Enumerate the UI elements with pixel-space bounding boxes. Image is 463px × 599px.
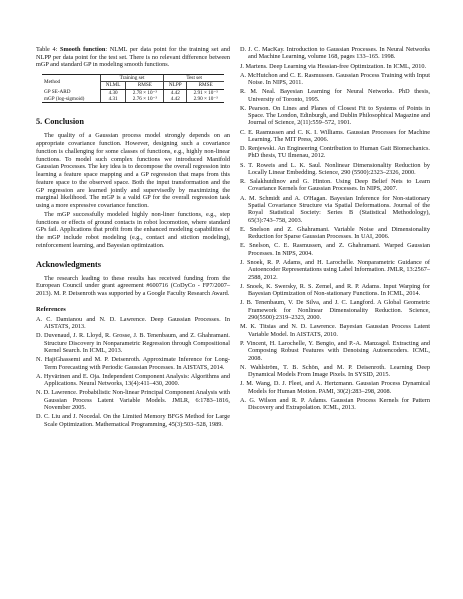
reference-item: E. Snelson and Z. Ghahramani. Variable Noise and Dimensionality Reduction for Sparse Gaussian Processes. In UAI, 2006. xyxy=(240,225,430,241)
reference-item: J. M. Wang, D. J. Fleet, and A. Hertzmann. Gaussian Process Dynamical Models for Human Motion. PAMI, 30(2):283–298, 2008. xyxy=(240,380,430,395)
right-column-references xyxy=(240,46,430,413)
training-set-header: Training set xyxy=(100,74,163,81)
caption-title: Smooth function xyxy=(59,46,106,53)
reference-item: N. Wahlström, T. B. Schön, and M. P. Deisenroth. Learning Deep Dynamical Models From Image Pixels. In SYSID, 2015. xyxy=(240,363,430,379)
reference-item: N. HajiGhassemi and M. P. Deisenroth. Approximate Inference for Long-Term Forecasting with Periodic Gaussian Processes. In AISTATS, 2014. xyxy=(36,356,230,371)
caption-text: : NLML per data point for the training set and NLPP per data point for the test set. There is no relevant difference between mGP and standard GP in modeling smooth functions. xyxy=(36,46,231,69)
reference-item: N. D. Lawrence. Probabilistic Non-linear Principal Component Analysis with Gaussian Process Latent Variable Models. JMLR, 6:1783–1816, November 2005. xyxy=(36,389,230,412)
reference-item: P. Vincent, H. Larochelle, Y. Bengio, and P.-A. Manzagol. Extracting and Composing Robust Features with Denoising Autoencoders. ICML, 2008. xyxy=(240,339,430,362)
reference-item: D. Renjewski. An Engineering Contribution to Human Gait Biomechanics. PhD thesis, TU Ilmenau, 2012. xyxy=(240,145,430,160)
conclusion-paragraph: The quality of a Gaussian process model strongly depends on an appropriate covariance function. However, designing such a covariance function is challenging for some classes of functions, e.g., highly non-linear functions. To model such complex functions we introduced Manifold Gaussian Processes. The key idea is to decompose the overall regression into learning a feature space mapping and a GP regression that maps from this feature space to the observed space. Both the input transformation and the GP regression are learned jointly and supervisedly by maximizing the marginal likelihood. The mGP is a valid GP for the overall regression task using a more expressive covariance function. xyxy=(36,132,230,210)
nlpp-header: NLPP xyxy=(164,82,187,89)
method-header: Method xyxy=(42,74,100,89)
acknowledgments-text: The research leading to these results has received funding from the European Council under grant agreement #600716 (CoDyCo - FP7/2007–2013). M. P. Deisenroth was supported by a Google Faculty Research Award. xyxy=(36,274,230,298)
conclusion-heading: 5. Conclusion xyxy=(36,117,84,127)
row-nlml: 4.31 xyxy=(100,96,126,103)
acknowledgments-heading: Acknowledgments xyxy=(36,259,101,269)
row-method: GP SE-ARD xyxy=(44,89,71,96)
reference-item: D. Duvenaud, J. R. Lloyd, R. Grosse, J. B. Tenenbaum, and Z. Ghahramani. Structure Discovery in Nonparametric Regression through Compositional Kernel Search. In ICML, 2013. xyxy=(36,332,230,355)
row-nlpp: 4.42 xyxy=(164,89,187,96)
test-set-header: Test set xyxy=(164,74,224,81)
table-row xyxy=(42,96,224,103)
reference-item: A. G. Wilson and R. P. Adams. Gaussian Process Kernels for Pattern Discovery and Extrapolation. ICML, 2013. xyxy=(240,396,430,412)
reference-item: R. Salakhutdinov and G. Hinton. Using Deep Belief Nets to Learn Covariance Kernels for Gaussian Processes. In NIPS, 2007. xyxy=(240,178,430,193)
smooth-function-table xyxy=(42,74,224,104)
nlml-header: NLML xyxy=(100,82,126,89)
reference-item: J. Snoek, R. P. Adams, and H. Larochelle. Nonparametric Guidance of Autoencoder Representations using Label Information. JMLR, 13:2567–2588, 2012. xyxy=(240,258,430,281)
reference-item: A. McHutchon and C. E. Rasmussen. Gaussian Process Training with Input Noise. In NIPS, 2011. xyxy=(240,71,430,86)
row-nlml: 4.30 xyxy=(100,89,126,96)
rmse-train-header: RMSE xyxy=(126,82,164,89)
reference-item: M. K. Titsias and N. D. Lawrence. Bayesian Gaussian Process Latent Variable Model. In AISTATS, 2010. xyxy=(240,323,430,338)
rmse-test-header: RMSE xyxy=(187,82,224,89)
row-rmse-train: 2.78 × 10⁻³ xyxy=(126,89,164,96)
row-rmse-test: 2.91 × 10⁻³ xyxy=(187,89,224,96)
reference-item: J. Snoek, K. Swersky, R. S. Zemel, and R. P. Adams. Input Warping for Bayesian Optimization of Non-stationary Functions. In ICML, 2014. xyxy=(240,282,430,298)
reference-item: S. T. Roweis and L. K. Saul. Nonlinear Dimensionality Reduction by Locally Linear Embedding. Science, 290 (5500):2323–2326, 2000. xyxy=(240,161,430,176)
conclusion-paragraph: The mGP successfully modeled highly non-liner functions, e.g., step functions or effects of ground contacts in robot locomotion, where standard GPs fail. Applications that profit from the enhanced modeling capabilities of the mGP include robot modeling (e.g., contact and stiction modeling), reinforcement learning, and Bayesian optimization. xyxy=(36,210,230,249)
reference-item: K. Pearson. On Lines and Planes of Closest Fit to Systems of Points in Space. The London, Edinburgh, and Dublin Philosophical Magazine and Journal of Science, 2(11):559–572, 1901. xyxy=(240,104,430,127)
reference-item: E. Snelson, C. E. Rasmussen, and Z. Ghahramani. Warped Gaussian Processes. In NIPS, 2004. xyxy=(240,242,430,257)
references-list-left xyxy=(36,316,230,428)
row-rmse-train: 2.76 × 10⁻³ xyxy=(126,96,164,103)
reference-item: J. B. Tenenbaum, V. De Silva, and J. C. Langford. A Global Geometric Framework for Nonlinear Dimensionality Reduction. Science, 290(5500):2319–2323, 2000. xyxy=(240,299,430,322)
caption-label: Table 4: xyxy=(36,46,58,53)
reference-item: J. Martens. Deep Learning via Hessian-free Optimization. In ICML, 2010. xyxy=(240,62,427,70)
left-column xyxy=(36,46,230,430)
table-row xyxy=(42,89,224,96)
reference-item: A. M. Schmidt and A. O'Hagan. Bayesian Inference for Non-stationary Spatial Covariance Structure via Spatial Deformations. Journal of the Royal Statistical Society: Series B (Statistical Methodology), 65(3):743–758, 2003. xyxy=(240,194,430,224)
row-rmse-test: 2.90 × 10⁻³ xyxy=(187,96,224,103)
reference-item: C. E. Rasmussen and C. K. I. Williams. Gaussian Processes for Machine Learning. The MIT Press, 2006. xyxy=(240,128,430,143)
row-nlpp: 4.42 xyxy=(164,96,187,103)
references-heading: References xyxy=(36,305,66,313)
row-method: mGP (log-sigmoid) xyxy=(42,96,100,103)
table-caption xyxy=(36,46,230,69)
reference-item: R. M. Neal. Bayesian Learning for Neural Networks. PhD thesis, University of Toronto, 1995. xyxy=(240,88,430,103)
reference-item: A. Hyvärinen and E. Oja. Independent Component Analysis: Algorithms and Applications. Neural Networks, 13(4):411–430, 2000. xyxy=(36,372,230,388)
reference-item: D. J. C. MacKay. Introduction to Gaussian Processes. In Neural Networks and Machine Learning, volume 168, pages 133–165. 1998. xyxy=(240,46,430,61)
reference-item: A. C. Damianou and N. D. Lawrence. Deep Gaussian Processes. In AISTATS, 2013. xyxy=(36,315,230,331)
reference-item: D. C. Liu and J. Nocedal. On the Limited Memory BFGS Method for Large Scale Optimization. Mathematical Programming, 45(3):503–528, 1989. xyxy=(36,413,230,428)
